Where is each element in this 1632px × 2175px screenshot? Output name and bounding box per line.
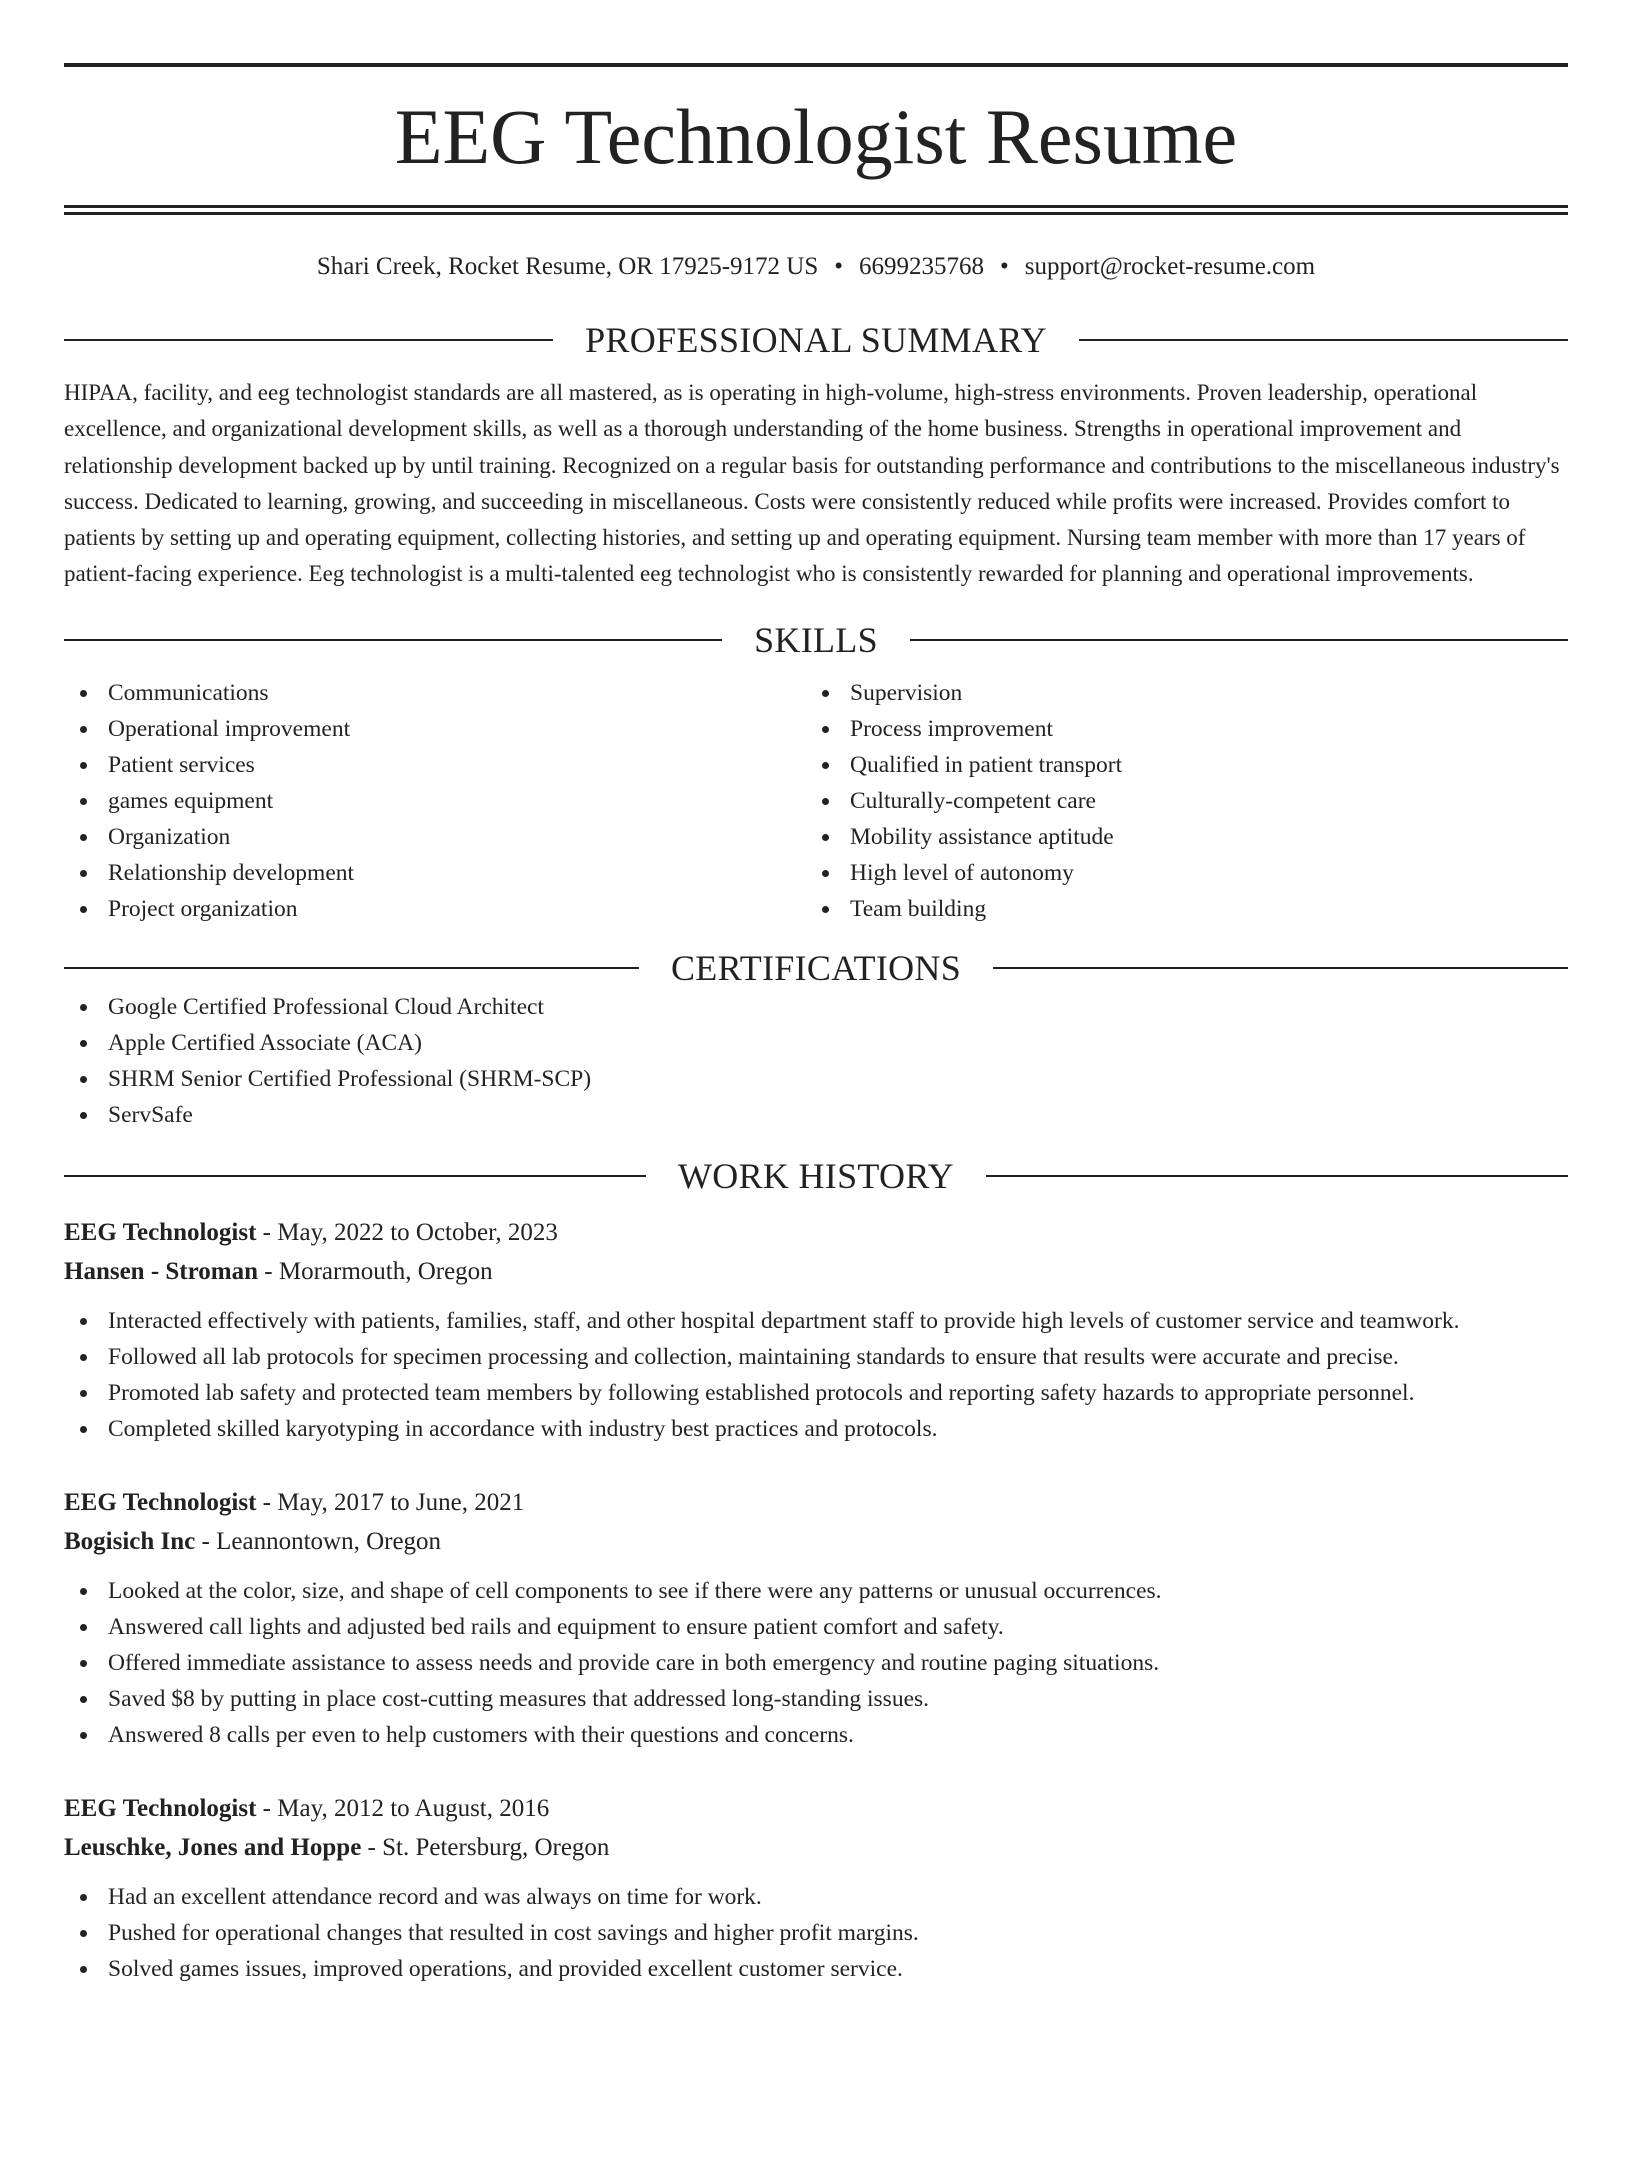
section-header-certifications [64,947,1568,989]
skill-item: Project organization [64,891,806,927]
job-duty-item: Followed all lab protocols for specimen processing and collection, maintaining standards to ensure that results were accurate and precise. [64,1339,1568,1375]
header-top-rule [64,63,1568,67]
job-duty-item: Offered immediate assistance to assess needs and provide care in both emergency and routine paging situations. [64,1645,1568,1681]
job-duty-item: Promoted lab safety and protected team members by following established protocols and reporting safety hazards to appropriate personnel. [64,1375,1568,1411]
skill-item: Culturally-competent care [806,783,1548,819]
divider-line [64,1175,646,1177]
skill-item: Relationship development [64,855,806,891]
job-duty-item: Answered call lights and adjusted bed rails and equipment to ensure patient comfort and safety. [64,1609,1568,1645]
skill-item: Qualified in patient transport [806,747,1548,783]
certification-item: Google Certified Professional Cloud Architect [64,989,1568,1025]
job-entry [64,1483,1568,1753]
job-company: Bogisich Inc [64,1527,196,1555]
job-duty-item: Interacted effectively with patients, families, staff, and other hospital department staff to provide high levels of customer service and teamwork. [64,1303,1568,1339]
job-entry [64,1789,1568,1987]
job-role: EEG Technologist [64,1488,257,1516]
certifications-list [64,989,1568,1133]
job-entry [64,1213,1568,1447]
job-location: - Leannontown, Oregon [195,1527,442,1555]
contact-separator: • [834,253,844,280]
certification-item: SHRM Senior Certified Professional (SHRM-SCP) [64,1061,1568,1097]
job-duty-item: Completed skilled karyotyping in accordance with industry best practices and protocols. [64,1411,1568,1447]
job-location: - Morarmouth, Oregon [258,1257,493,1285]
section-header-summary [64,319,1568,361]
job-dates: - May, 2017 to June, 2021 [256,1488,525,1516]
divider-line [993,967,1568,969]
job-title-line [64,1789,1568,1828]
contact-line [64,251,1568,283]
job-company-line [64,1522,1568,1561]
section-header-skills [64,619,1568,661]
skill-item: Process improvement [806,711,1548,747]
job-company: Leuschke, Jones and Hoppe [64,1833,362,1861]
skill-item: Supervision [806,675,1548,711]
contact-email: support@rocket-resume.com [1024,253,1316,280]
skill-item: Team building [806,891,1548,927]
divider-line [64,339,553,341]
skill-item: Communications [64,675,806,711]
job-duties-list [64,1879,1568,1987]
skill-item: games equipment [64,783,806,819]
contact-address: Shari Creek, Rocket Resume, OR 17925-9172 US [316,253,819,280]
job-title-line [64,1213,1568,1252]
contact-separator: • [1000,253,1009,280]
skill-item: Patient services [64,747,806,783]
job-location: - St. Petersburg, Oregon [361,1833,610,1861]
divider-line [64,967,639,969]
job-duty-item: Saved $8 by putting in place cost-cutting measures that addressed long-standing issues. [64,1681,1568,1717]
divider-line [910,639,1568,641]
job-company-line [64,1828,1568,1867]
contact-phone: 6699235768 [859,253,985,280]
skill-item: Mobility assistance aptitude [806,819,1548,855]
section-title-certifications: CERTIFICATIONS [670,947,962,988]
skills-list-right [806,675,1548,927]
job-duties-list [64,1303,1568,1447]
job-company-line [64,1252,1568,1291]
section-title-summary: PROFESSIONAL SUMMARY [585,320,1047,360]
section-title-skills: SKILLS [754,619,878,660]
header-double-rule [64,205,1568,215]
skill-item: High level of autonomy [806,855,1548,891]
job-duty-item: Solved games issues, improved operations, and provided excellent customer service. [64,1951,1568,1987]
skill-item: Operational improvement [64,711,806,747]
section-title-work-history: WORK HISTORY [678,1155,954,1196]
job-company: Hansen - Stroman [64,1257,259,1285]
divider-line [986,1175,1568,1177]
skills-grid [64,675,1568,927]
divider-line [1079,339,1568,341]
section-header-work-history [64,1155,1568,1197]
summary-paragraph: HIPAA, facility, and eeg technologist standards are all mastered, as is operating in high-volume, high-stress environments. Proven leadership, operational excellence, and organizational development skills, as well as a thorough understanding of the home business. Strengths in operational improvement and relationship development backed up by until training. Recognized on a regular basis for outstanding performance and contributions to the miscellaneous industry's success. Dedicated to learning, growing, and succeeding in miscellaneous. Costs were consistently reduced while profits were increased. Provides comfort to patients by setting up and operating equipment, collecting histories, and setting up and operating equipment. Nursing team member with more than 17 years of patient-facing experience. Eeg technologist is a multi-talented eeg technologist who is consistently rewarded for planning and operational improvements. [64,380,1560,587]
resume-title: EEG Technologist Resume [394,93,1238,180]
job-duty-item: Pushed for operational changes that resulted in cost savings and higher profit margins. [64,1915,1568,1951]
certification-item: ServSafe [64,1097,1568,1133]
skill-item: Organization [64,819,806,855]
job-duties-list [64,1573,1568,1753]
resume-page [0,63,1632,2175]
job-duty-item: Answered 8 calls per even to help customers with their questions and concerns. [64,1717,1568,1753]
skills-list-left [64,675,806,927]
job-title-line [64,1483,1568,1522]
job-dates: - May, 2012 to August, 2016 [256,1794,550,1822]
job-role: EEG Technologist [64,1218,257,1246]
job-duty-item: Looked at the color, size, and shape of cell components to see if there were any patterns or unusual occurrences. [64,1573,1568,1609]
job-duty-item: Had an excellent attendance record and was always on time for work. [64,1879,1568,1915]
divider-line [64,639,722,641]
job-role: EEG Technologist [64,1794,257,1822]
job-dates: - May, 2022 to October, 2023 [256,1218,558,1246]
certification-item: Apple Certified Associate (ACA) [64,1025,1568,1061]
